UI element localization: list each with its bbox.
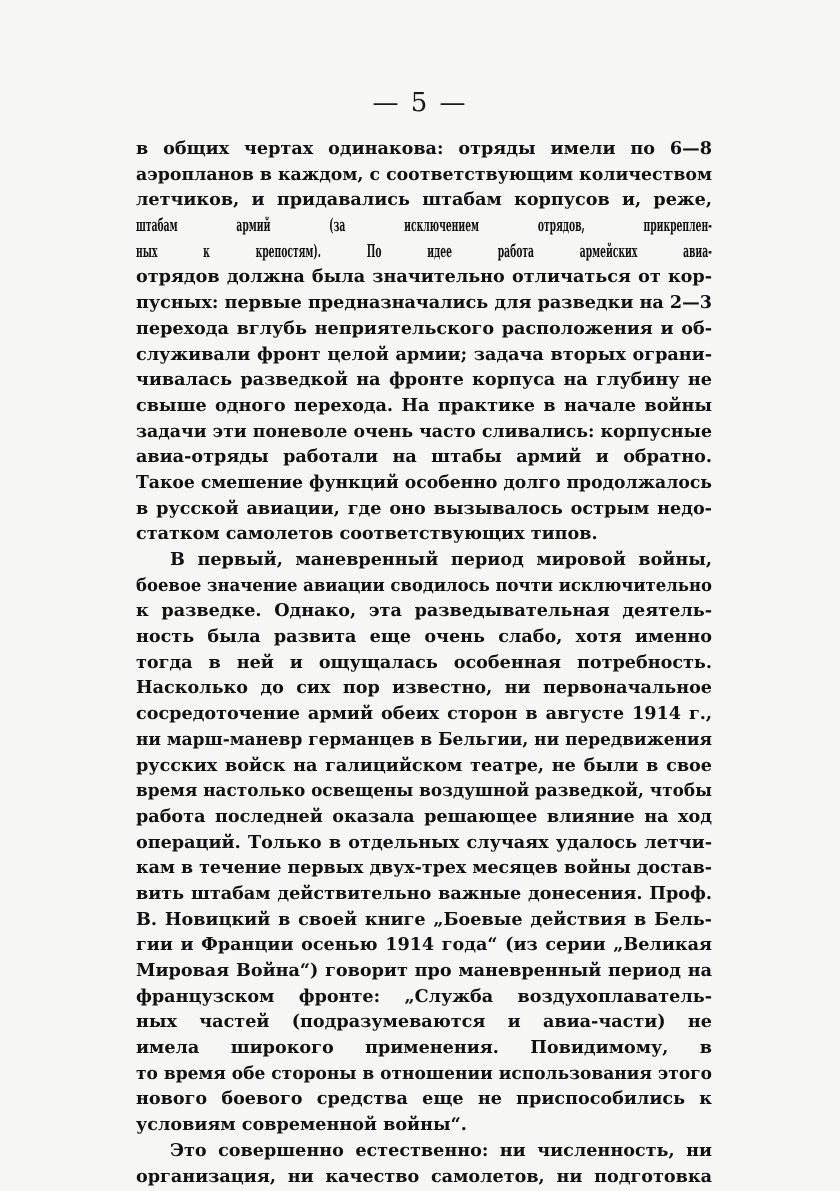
text-line: боевое значение авиации сводилось почти исключительно — [136, 574, 712, 596]
paragraph — [136, 1138, 712, 1189]
text-line: Это совершенно естественно: ни численность, ни — [170, 1139, 712, 1161]
text-line: время настолько освещены воздушной разведкой, чтобы — [136, 780, 712, 802]
text-line: статком самолетов соответствующих типов. — [136, 523, 598, 545]
text-line: в общих чертах одинакова: отряды имели по 6—8 — [136, 138, 712, 159]
text-line: отрядов должна была значительно отличаться от кор- — [136, 266, 712, 288]
text-line: задачи эти поневоле очень часто сливались: корпусные — [136, 420, 712, 442]
text-line: работа последней оказала решающее влияние на ход — [136, 805, 712, 827]
text-line: французском фронте: „Служба воздухоплаватель- — [136, 985, 712, 1007]
text-line: кам в течение первых двух-трех месяцев войны достав- — [136, 857, 713, 879]
text-line: операций. Только в отдельных случаях удалось летчи- — [136, 831, 712, 853]
text-line: Такое смешение функций особенно долго продолжалось — [136, 471, 712, 493]
text-line: вить штабам действительно важные донесения. Проф. — [136, 882, 712, 904]
text-line: то время обе стороны в отношении использования этого — [136, 1062, 713, 1084]
text-line — [136, 213, 712, 264]
text-line: тогда в ней и ощущалась особенная потребность. — [136, 651, 712, 673]
text-line: имела широкого применения. Повидимому, в — [136, 1037, 712, 1059]
text-line: гии и Франции осенью 1914 года“ (из серии „Великая — [136, 934, 712, 956]
text-line-part: ных к крепостям). По идее работа армейских авиа- — [136, 240, 712, 262]
text-line: служивали фронт целой армии; задача вторых ограни- — [136, 343, 712, 365]
text-line: нового боевого средства еще не приспособились к — [136, 1088, 712, 1110]
text-line: ни марш-маневр германцев в Бельгии, ни передвижения — [136, 728, 713, 750]
body-text — [136, 136, 712, 1189]
text-line: летчиков, и придавались штабам корпусов и, реже, — [136, 189, 712, 211]
text-line: свыше одного перехода. На практике в начале войны — [136, 394, 712, 416]
text-line: организация, ни качество самолетов, ни подготовка — [136, 1165, 712, 1187]
text-line: сосредоточение армий обеих сторон в августе 1914 г., — [136, 703, 712, 725]
text-line: в русской авиации, где оно вызывалось острым недо- — [136, 497, 712, 519]
text-line: ных частей (подразумеваются и авиа-части) не — [136, 1011, 712, 1033]
text-line: к разведке. Однако, эта разведывательная деятель- — [136, 600, 712, 622]
text-line: перехода вглубь неприятельского расположения и об- — [136, 317, 712, 339]
text-line: русских войск на галицийском театре, не были в свое — [136, 754, 712, 776]
text-line: Насколько до сих пор известно, ни первоначальное — [136, 677, 712, 699]
text-line: В. Новицкий в своей книге „Боевые действия в Бель- — [136, 908, 712, 930]
page-number: — 5 — — [372, 88, 468, 118]
paragraph — [136, 136, 712, 547]
text-line: условиям современной войны“. — [136, 1114, 467, 1136]
text-line-part: штабам армий (за исключением отрядов, прикреплен- — [136, 215, 712, 237]
text-line: аэропланов в каждом, с соответствующим количеством — [136, 163, 713, 185]
text-line: чивалась разведкой на фронте корпуса на глубину не — [136, 369, 712, 391]
paragraph — [136, 547, 712, 1138]
text-line: авиа-отряды работали на штабы армий и обратно. — [136, 446, 712, 468]
text-line: Мировая Война“) говорит про маневренный период на — [136, 960, 712, 981]
text-line: пусных: первые предназначались для разведки на 2—3 — [136, 292, 712, 314]
text-line: ность была развита еще очень слабо, хотя именно — [136, 626, 712, 648]
text-line: В первый, маневренный период мировой войны, — [170, 549, 712, 570]
